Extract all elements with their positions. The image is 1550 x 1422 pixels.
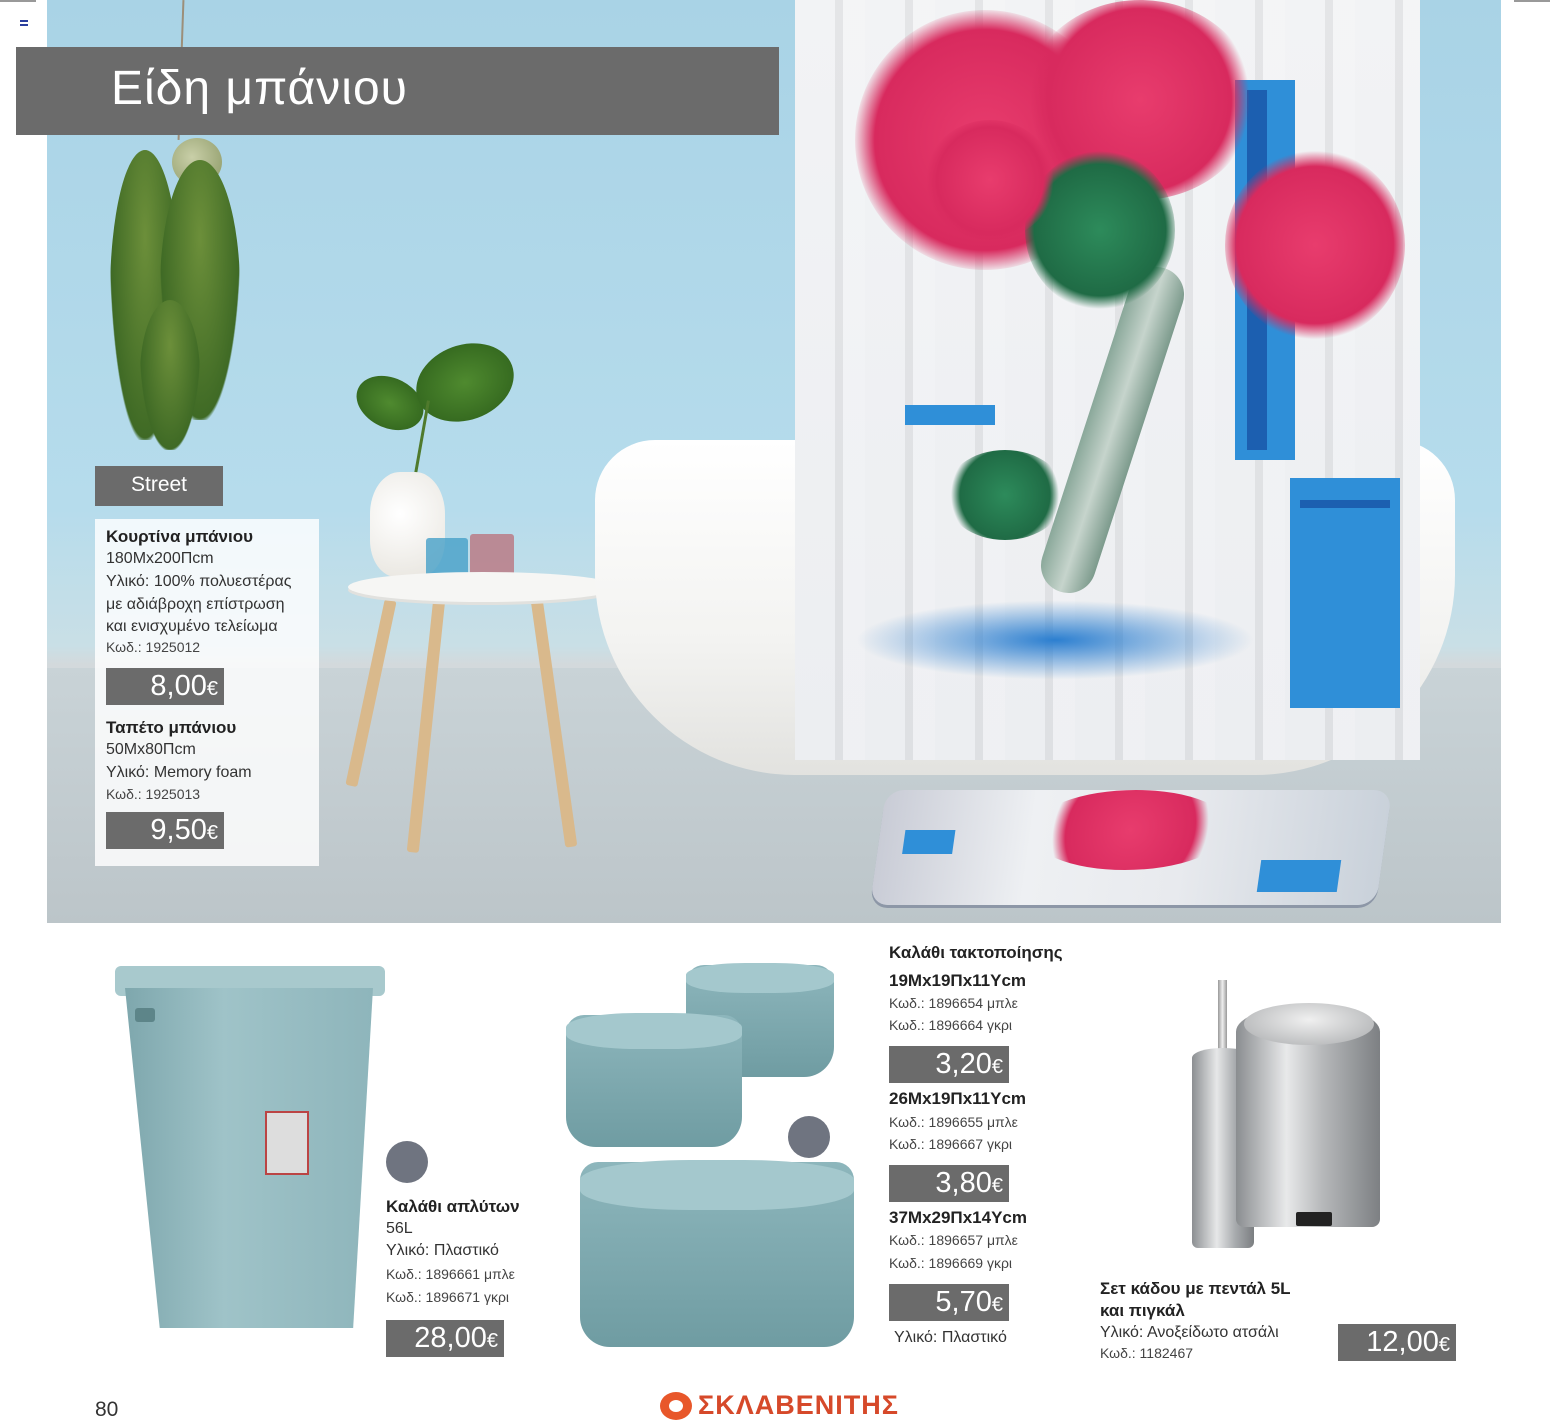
product-material: Υλικό: 100% πολυεστέρας: [106, 573, 292, 590]
currency-symbol: €: [1438, 1334, 1450, 1356]
price-tag: [889, 1046, 1009, 1083]
product-code: Κωδ.: 1925012: [106, 639, 201, 655]
currency-symbol: €: [991, 1056, 1003, 1078]
currency-symbol: €: [991, 1294, 1003, 1316]
bin-pedal: [1296, 1212, 1332, 1226]
price-value: 28,00: [414, 1322, 487, 1354]
brand-tag-label: Street: [130, 473, 188, 496]
toilet-brush-handle: [1218, 980, 1227, 1050]
product-code: Κωδ.: 1896661 μπλε: [386, 1266, 515, 1282]
product-material: Υλικό: Memory foam: [106, 764, 252, 781]
product-code: Κωδ.: 1896669 γκρι: [889, 1255, 1013, 1271]
price-value: 8,00: [150, 670, 207, 702]
hanging-vine: [140, 300, 200, 450]
product-name: Κουρτίνα μπάνιου: [106, 527, 253, 546]
product-code: Κωδ.: 1896671 γκρι: [386, 1289, 510, 1305]
product-name: Ταπέτο μπάνιου: [106, 718, 237, 737]
color-swatch: [386, 1141, 428, 1183]
product-material: με αδιάβροχη επίστρωση: [106, 596, 285, 613]
product-material: Υλικό: Πλαστικό: [386, 1242, 499, 1259]
variant-size: 37Μx29Πx14Υcm: [889, 1208, 1027, 1227]
page-number: 80: [95, 1398, 119, 1421]
product-size: 56L: [386, 1220, 413, 1237]
product-name: Καλάθι τακτοποίησης: [889, 943, 1063, 962]
price-tag: [1338, 1324, 1456, 1361]
product-size: 50Μx80Πcm: [106, 741, 196, 758]
variant-size: 26Μx19Πx11Υcm: [889, 1089, 1027, 1108]
currency-symbol: €: [206, 822, 218, 844]
price-tag: [386, 1320, 504, 1357]
currency-symbol: €: [991, 1175, 1003, 1197]
shower-curtain: [795, 0, 1420, 760]
product-code: Κωδ.: 1896667 γκρι: [889, 1136, 1013, 1152]
side-table: [348, 572, 618, 602]
product-name: Σετ κάδου με πεντάλ 5L: [1100, 1279, 1291, 1298]
price-value: 3,80: [935, 1167, 992, 1199]
product-code: Κωδ.: 1896654 μπλε: [889, 995, 1018, 1011]
flag-icon: [20, 20, 28, 26]
section-title-bar: [16, 47, 779, 135]
product-code: Κωδ.: 1182467: [1100, 1345, 1194, 1361]
price-tag: [106, 668, 224, 705]
price-value: 3,20: [935, 1048, 992, 1080]
bath-mat: [870, 790, 1392, 905]
corner-mark: [1514, 0, 1550, 2]
pedal-bin-lid: [1244, 1003, 1374, 1045]
price-tag: [889, 1284, 1009, 1321]
product-name: και πιγκάλ: [1100, 1301, 1185, 1320]
brand-tag: [95, 466, 223, 506]
corner-mark: [0, 0, 36, 2]
color-swatch: [788, 1116, 830, 1158]
product-name: Καλάθι απλύτων: [386, 1197, 520, 1216]
laundry-basket-image: [115, 966, 385, 1331]
page-title: Είδη μπάνιου: [111, 62, 408, 115]
product-code: Κωδ.: 1896664 γκρι: [889, 1017, 1013, 1033]
product-material: Υλικό: Πλαστικό: [894, 1329, 1007, 1346]
product-code: Κωδ.: 1925013: [106, 786, 201, 802]
currency-symbol: €: [206, 678, 218, 700]
price-tag: [106, 812, 224, 849]
logo-icon: [660, 1392, 692, 1420]
variant-size: 19Μx19Πx11Υcm: [889, 971, 1027, 990]
product-size: 180Μx200Πcm: [106, 550, 214, 567]
product-label: [265, 1111, 309, 1175]
price-value: 12,00: [1366, 1326, 1439, 1358]
product-code: Κωδ.: 1896655 μπλε: [889, 1114, 1018, 1130]
price-value: 5,70: [935, 1286, 992, 1318]
currency-symbol: €: [486, 1330, 498, 1352]
product-code: Κωδ.: 1896657 μπλε: [889, 1232, 1018, 1248]
product-material: Υλικό: Ανοξείδωτο ατσάλι: [1100, 1324, 1279, 1341]
storage-basket-rim: [580, 1160, 854, 1210]
price-value: 9,50: [150, 814, 207, 846]
price-tag: [889, 1165, 1009, 1202]
storage-basket-rim: [686, 963, 834, 993]
logo-text: ΣΚΛΑΒΕΝΙΤΗΣ: [698, 1390, 899, 1420]
storage-basket-rim: [566, 1013, 742, 1049]
product-material: και ενισχυμένο τελείωμα: [106, 618, 278, 635]
